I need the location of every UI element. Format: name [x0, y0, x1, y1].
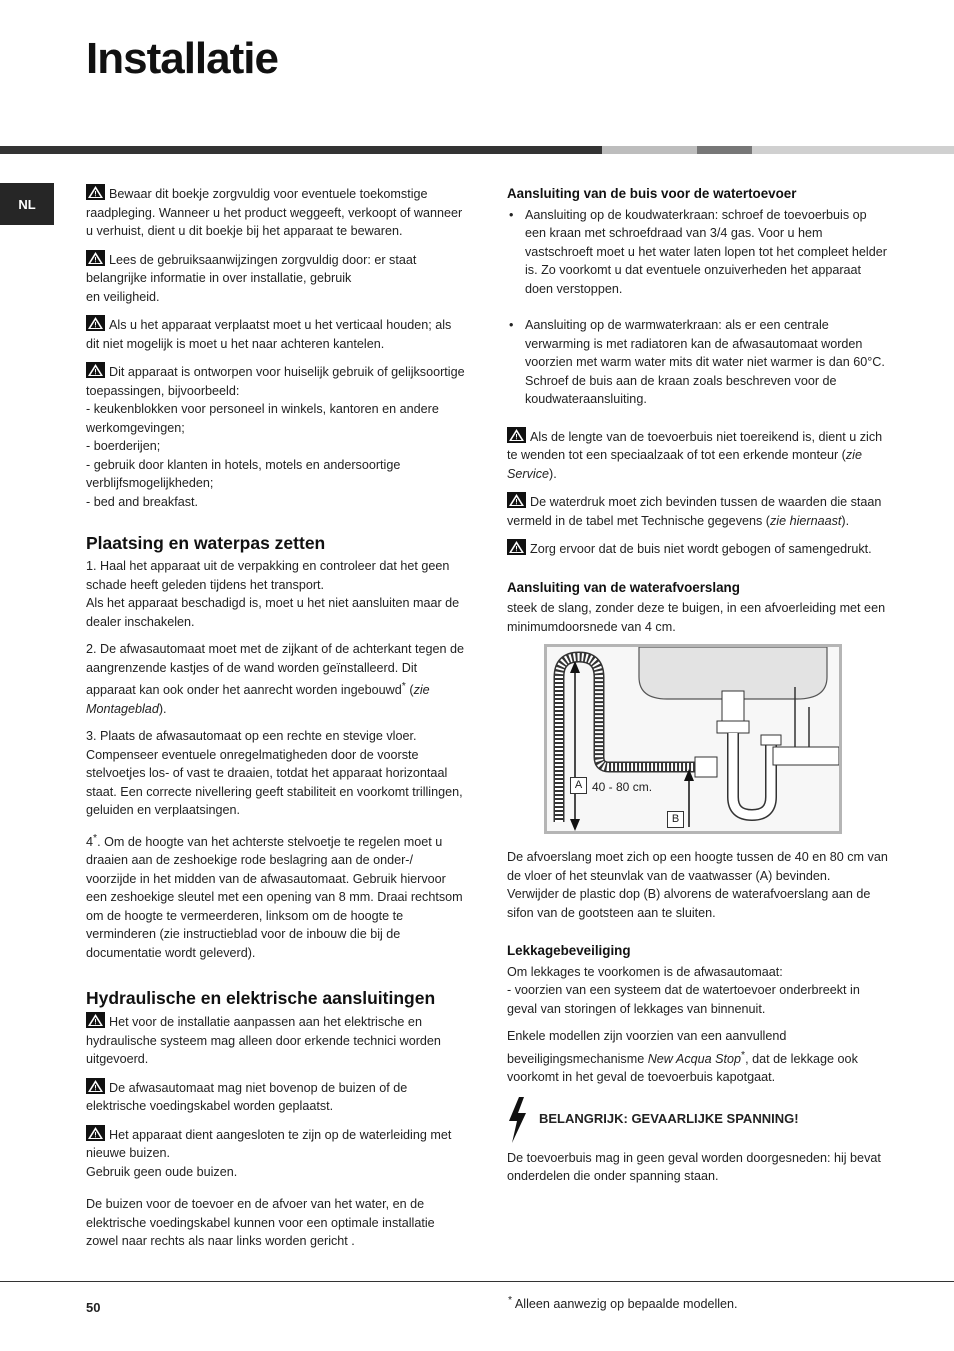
warning-icon: [86, 1012, 105, 1028]
lekkage-paragraph-2: Enkele modellen zijn voorzien van een aanvullend beveiligingsmechanisme New Acqua Stop*, dat de lekkage ook voorkomt in het geval de toevoerbuis kapotgaat.: [507, 1029, 858, 1085]
warning-icon: [86, 315, 105, 331]
plaatsing-step-2: 2. De afwasautomaat moet met de zijkant of de achterkant tegen de aangrenzende kastjes of de wand worden geïnstalleerd. Dit apparaat kan ook onder het aanrecht worden ingebouwd* (zie Montageblad).: [86, 642, 465, 716]
drain-hose-illustration: [547, 647, 839, 831]
lightning-bolt-icon: [507, 1097, 527, 1143]
important-paragraph: De toevoerbuis mag in geen geval worden doorgesneden: hij bevat onderdelen die onder spanning staan.: [507, 1150, 881, 1184]
important-warning-text: BELANGRIJK: GEVAARLIJKE SPANNING!: [539, 1111, 799, 1127]
section-heading-plaatsing: Plaatsing en waterpas zetten: [86, 533, 326, 553]
warning-icon: [86, 1078, 105, 1094]
intro-warning-4: Dit apparaat is ontworpen voor huiselijk gebruik of gelijksoortige toepassingen, bijvoorbeeld: - keukenblokken voor personeel in winkels, kantoren en andere werkomgevingen; - boerderijen; - gebruik door klanten in hotels, motels en andersoortige verblijfsmogelijkheden; - bed and breakfast.: [86, 362, 466, 511]
toevoer-list: [507, 206, 891, 409]
lekkage-paragraph-1: Om lekkages te voorkomen is de afwasautomaat: - voorzien van een systeem dat de watertoevoer onderbreekt in geval van storingen of lekkages van binnenuit.: [507, 964, 860, 1016]
hydraulisch-warning-1: Het voor de installatie aanpassen aan het elektrische en hydraulische systeem mag alleen door erkende technici worden uitgevoerd.: [86, 1012, 466, 1069]
toevoer-warning-2: De waterdruk moet zich bevinden tussen de waarden die staan vermeld in de tabel met Technische gegevens (zie hiernaast).: [507, 492, 891, 530]
section-heading-afvoer: Aansluiting van de waterafvoerslang: [507, 579, 740, 595]
warning-icon: [507, 539, 526, 555]
plaatsing-step-3: 3. Plaats de afwasautomaat op een rechte en stevige vloer. Compenseer eventuele onregelmatigheden door de voorste stelvoetjes los- of vast te draaien, totdat het apparaat horizontaal staat. Een correcte nivellering geeft stabiliteit en voorkomt trillingen, geluiden en verplaatsingen.: [86, 729, 463, 818]
afvoer-paragraph-2: De afvoerslang moet zich op een hoogte tussen de 40 en 80 cm van de vloer of het steunvlak van de vaatwasser (A) bevinden. Verwijder de plastic dop (B) alvorens de waterafvoerslang aan de sifon van de gootsteen aan te sluiten.: [507, 850, 888, 920]
footer-rule: [0, 1281, 954, 1282]
section-heading-lekkage: Lekkagebeveiliging: [507, 943, 631, 958]
list-item: • Aansluiting op de koudwaterkraan: schroef de toevoerbuis op een kraan met schroefdraad van 3/4 gas. Voor u hem vastschroeft moet u het water laten lopen tot het compleet helder is. Zo voorkomt u dat eventuele onzuiverheden het apparaat doen verstoppen.: [507, 206, 891, 299]
warning-icon: [86, 362, 105, 378]
hydraulisch-paragraph: De buizen voor de toevoer en de afvoer van het water, en de elektrische voedingskabel kunnen voor een optimale installatie zowel naar rechts als naar links worden gericht .: [86, 1197, 435, 1249]
section-heading-hydraulisch: Hydraulische en elektrische aansluitingen: [86, 988, 436, 1009]
header-rule-light: [602, 146, 697, 154]
intro-warning-1: Bewaar dit boekje zorgvuldig voor eventuele toekomstige raadpleging. Wanneer u het product weggeeft, verkoopt of wanneer u verhuist, dient u dit boekje bij het apparaat te bewaren.: [86, 184, 466, 241]
intro-warning-3: Als u het apparaat verplaatst moet u het verticaal houden; als dit niet mogelijk is moet u het naar achteren kantelen.: [86, 315, 466, 353]
warning-icon: [86, 250, 105, 266]
warning-icon: [86, 184, 105, 200]
toevoer-warning-1: Als de lengte van de toevoerbuis niet toereikend is, dient u zich te wenden tot een speciaalzaak of tot een erkende monteur (zie Service).: [507, 427, 891, 484]
right-column: [507, 185, 891, 1195]
intro-warning-2: Lees de gebruiksaanwijzingen zorgvuldig door: er staat belangrijke informatie in over installatie, gebruik en veiligheid.: [86, 250, 466, 307]
drain-hose-figure: [544, 644, 842, 834]
page-number: 50: [86, 1300, 101, 1315]
page-title: Installatie: [86, 34, 278, 83]
section-heading-toevoer: Aansluiting van de buis voor de watertoevoer: [507, 186, 797, 201]
left-column: [86, 184, 466, 1260]
figure-label-b: B: [667, 811, 684, 828]
toevoer-warning-3: Zorg ervoor dat de buis niet wordt gebogen of samengedrukt.: [507, 539, 891, 559]
warning-icon: [507, 492, 526, 508]
header-rule-light-end: [752, 146, 954, 154]
header-rule-dark: [0, 146, 602, 154]
figure-range-label: 40 - 80 cm.: [592, 780, 653, 794]
figure-label-a: A: [570, 777, 587, 794]
afvoer-paragraph: steek de slang, zonder deze te buigen, in een afvoerleiding met een minimumdoorsnede van 4 cm.: [507, 601, 886, 634]
warning-icon: [507, 427, 526, 443]
footnote: * Alleen aanwezig op bepaalde modellen.: [508, 1294, 738, 1312]
language-tab: NL: [0, 183, 54, 225]
warning-icon: [86, 1125, 105, 1141]
hydraulisch-warning-2: De afwasautomaat mag niet bovenop de buizen of de elektrische voedingskabel worden geplaatst.: [86, 1078, 466, 1116]
plaatsing-step-1: 1. Haal het apparaat uit de verpakking en controleer dat het geen schade heeft geleden tijdens het transport. Als het apparaat beschadigd is, moet u het niet aansluiten maar de dealer inschakelen.: [86, 559, 460, 629]
plaatsing-step-4: 4*. Om de hoogte van het achterste stelvoetje te regelen moet u draaien aan de zeshoekige rode beslagring aan de onder-/ voorzijde in het midden van de afwasautomaat. Gebruik hiervoor een zeshoekige sleutel met een opening van 8 mm. Draai rechtsom om de hoogte te vermeerderen, linksom om de hoogte te verminderen (zie instructieblad voor de inbouw die bij de documentatie wordt geleverd).: [86, 831, 463, 960]
hydraulisch-warning-3: Het apparaat dient aangesloten te zijn op de waterleiding met nieuwe buizen. Gebruik geen oude buizen.: [86, 1125, 466, 1182]
header-rule-mid: [697, 146, 752, 154]
list-item: • Aansluiting op de warmwaterkraan: als er een centrale verwarming is met radiatoren kan de afwasautomaat worden voorzien met warm water mits dit water niet warmer is dan 60°C. Schroef de buis aan de kraan zoals beschreven voor de koudwateraansluiting.: [507, 316, 891, 409]
important-warning: [507, 1097, 891, 1143]
